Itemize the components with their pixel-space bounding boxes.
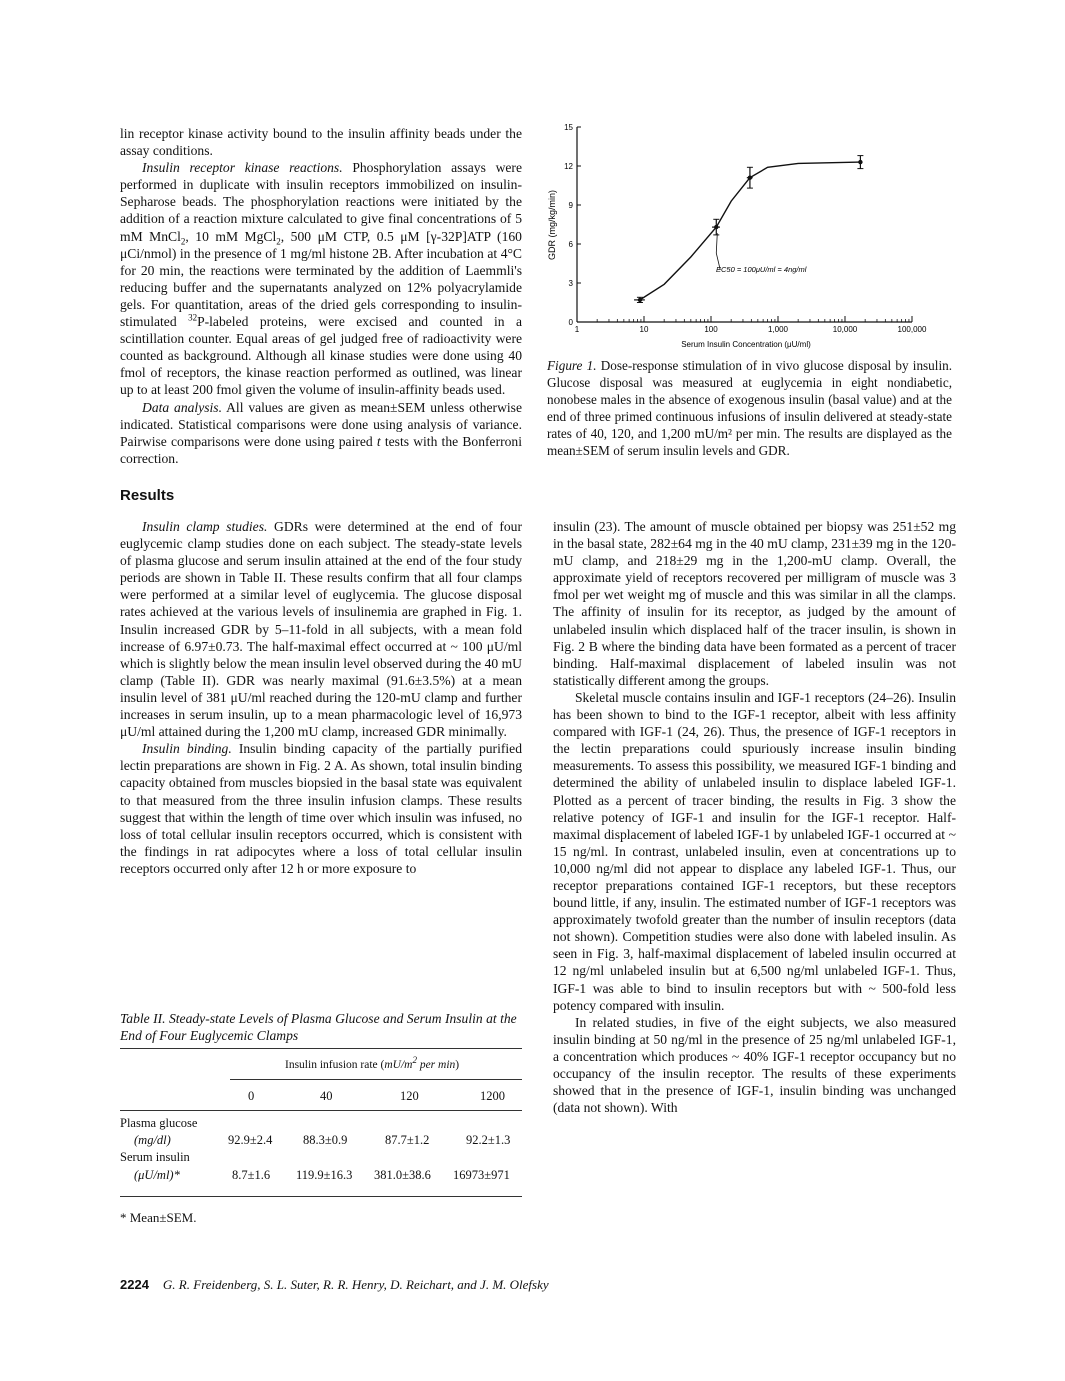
- x-tick-label: 1,000: [767, 325, 789, 334]
- y-tick-label: 15: [564, 123, 573, 132]
- y-tick-label: 0: [568, 318, 573, 327]
- paragraph-related-studies: In related studies, in five of the eight subjects, we also measured insulin binding at 50 ng/ml in the presence of 25 ng/ml unlabeled IGF-1, a concentration which produces ~ 40% IGF-1 receptor occupancy but no occupancy of the insulin receptor. The results of these experiments showed that in the presence of IGF-1, insulin binding was unchanged (data not shown). With: [553, 1014, 956, 1116]
- x-tick-label: 10,000: [832, 325, 858, 334]
- table-header-rule: [230, 1079, 522, 1080]
- table-col-40: 40: [320, 1089, 333, 1103]
- row-unit-serum-insulin: (μU/ml)*: [134, 1168, 180, 1182]
- table-col-1200: 1200: [480, 1089, 505, 1103]
- paragraph-igf1-receptors: Skeletal muscle contains insulin and IGF-1 receptors (24–26). Insulin has been shown to bind to the IGF-1 receptor, albeit with less affinity compared with IGF-1 (24, 26). Thus, the presence of IGF-1 receptors in the lectin preparations could spuriously increase insulin binding measurements. To assess this possibility, we measured IGF-1 binding and determined the ability of unlabeled insulin to displace labeled IGF-1. Plotted as a percent of tracer binding, the results in Fig. 3 show the relative potency of IGF-1 and insulin for the IGF-1 receptor. Half-maximal displacement of labeled IGF-1 by unlabeled IGF-1 occurred at ~ 15 ng/ml. In contrast, unlabeled insulin, even at concentrations up to 10,000 ng/ml did not appear to displace any labeled IGF-1. Thus, our receptor preparations contained IGF-1 receptors, but these receptors bound little, if any, insulin. The estimated number of IGF-1 receptors was approximately twofold greater than the number of insulin receptors (data not shown). Competition studies were also done with labeled insulin. As seen in Fig. 3, half-maximal displacement of labeled insulin occurred at 12 ng/ml unlabeled insulin but at 6,500 ng/ml unlabeled IGF-1. Thus, IGF-1 was able to bind to insulin receptors but with ~ 500-fold less potency compared with insulin.: [553, 689, 956, 1013]
- table-bottom-rule: [120, 1196, 522, 1197]
- table-col-0: 0: [248, 1089, 255, 1103]
- y-tick-label: 3: [568, 279, 573, 288]
- data-point: [714, 225, 718, 229]
- table-top-rule: [120, 1048, 522, 1049]
- paragraph-assay-conditions: lin receptor kinase activity bound to the insulin affinity beads under the assay conditions.: [120, 126, 522, 159]
- y-tick-label: 12: [564, 162, 573, 171]
- x-tick-label: 10: [639, 325, 649, 334]
- table-cell: 119.9±16.3: [296, 1168, 353, 1182]
- left-column-bottom: [120, 518, 522, 877]
- table-header-infusion-rate: Insulin infusion rate ($mU/m^2$ per min): [285, 1055, 460, 1071]
- table-cell: 8.7±1.6: [232, 1168, 271, 1182]
- page-footer: [120, 1277, 549, 1293]
- data-point: [638, 298, 642, 302]
- table-col-120: 120: [400, 1089, 419, 1103]
- paragraph-clamp-studies: Insulin clamp studies. GDRs were determined at the end of four euglycemic clamp studies done on each subject. The steady-state levels of plasma glucose and serum insulin attained at the end of the four study periods are shown in Table II. These results confirm that all four clamps were performed at a similar level of euglycemia. The glucose disposal rates achieved at the various levels of insulinemia are graphed in Fig. 1. Insulin increased GDR by 5–11-fold in all subjects, with a mean fold increase of 6.97±0.73. The half-maximal effect occurred at ~ 100 μU/ml which is slightly below the mean insulin level observed during the 40 mU clamp (Table II). GDR was nearly maximal (91.6±3.5%) at a mean insulin level of 381 μU/ml reached during the 120-mU clamp and further increases in serum insulin, up to a mean pharmacologic level of 16,973 μU/ml attained during the 1,200 mU clamp, increased GDR minimally.: [120, 519, 522, 740]
- table-cell: 88.3±0.9: [303, 1133, 348, 1147]
- row-label-serum-insulin: Serum insulin: [120, 1150, 190, 1164]
- x-tick-label: 100: [704, 325, 718, 334]
- right-column: [553, 518, 956, 1116]
- left-column-top: [120, 125, 522, 467]
- chart-y-axis-label: GDR (mg/kg/min): [547, 189, 557, 261]
- y-tick-label: 6: [568, 240, 573, 249]
- data-point: [748, 176, 752, 180]
- paragraph-kinase-reactions: Insulin receptor kinase reactions. Phosphorylation assays were performed in duplicate with insulin receptors immobilized on insulin-Sepharose beads. The phosphorylation reactions were initiated by the addition of a reaction mixture calculated to give final concentrations of 5 mM MnCl$_2$, 10 mM MgCl$_2$, 500 μM CTP, 0.5 μM [γ-32P]ATP (160 μCi/nmol) in the presence of 1 mg/ml histone 2B. After incubation at 4°C for 20 min, the reactions were terminated by the addition of Laemmli's reducing buffer and the supernatants analyzed on 12% polyacrylamide gels. For quantitation, areas of the dried gels corresponding to insulin-stimulated $^{32}$P-labeled proteins, were excised and counted in a scintillation counter. Equal areas of gel judged free of radioactivity were counted as background. Although all kinase studies were done using 40 fmol of receptors, the kinase reaction performed as outlined, was linear up to at least 200 fmol given the volume of insulin-affinity beads used.: [120, 160, 522, 398]
- chart-x-axis-label: Serum Insulin Concentration (μU/ml): [681, 340, 811, 349]
- paragraph-muscle-biopsy: insulin (23). The amount of muscle obtained per biopsy was 251±52 mg in the basal state, 282±64 mg in the 40 mU clamp, 231±39 mg in the 120-mU clamp, and 218±29 mg in the 1,200-mU clamp. Overall, the approximate yield of receptors recovered per milligram of muscle was 3 fmol per wet weight mg of muscle and this was similar in all the clamps. The affinity of insulin for its receptor, as judged by the amount of unlabeled insulin which displaced half of the tracer insulin, is shown in Fig. 2 B where the binding data have been formated as a percent of tracer binding. Half-maximal displacement of labeled insulin was not statistically different among the groups.: [553, 519, 956, 688]
- footer-authors: G. R. Freidenberg, S. L. Suter, R. R. Henry, D. Reichart, and J. M. Olefsky: [162, 1277, 549, 1292]
- y-tick-label: 9: [568, 201, 573, 210]
- x-tick-label: 1: [574, 325, 580, 334]
- figure-1-caption: Figure 1. Dose-response stimulation of in vivo glucose disposal by insulin. Glucose disposal was measured at euglycemia in eight nondiabetic, nonobese males in the absence of exogenous insulin (basal value) and at the end of three primed continuous infusions of insulin delivered at steady-state rates of 40, 120, and 1,200 mU/m² per min. The results are displayed as the mean±SEM of serum insulin levels and GDR.: [547, 358, 952, 458]
- data-point: [858, 160, 862, 164]
- table-cell: 381.0±38.6: [374, 1168, 431, 1182]
- section-heading-results: Results: [120, 487, 175, 504]
- table-title: Table II. Steady-state Levels of Plasma Glucose and Serum Insulin at the End of Four Euglycemic Clamps: [120, 1011, 517, 1043]
- table-cell: 87.7±1.2: [385, 1133, 430, 1147]
- chart-ec50-annotation: EC50 = 100μU/ml = 4ng/ml: [716, 265, 807, 274]
- table-cell: 92.2±1.3: [466, 1133, 511, 1147]
- paragraph-insulin-binding: Insulin binding. Insulin binding capacity of the partially purified lectin preparations are shown in Fig. 2 A. As shown, total insulin binding capacity obtained from muscles biopsied in the basal state was equivalent to that measured from the three insulin infusion clamps. These results suggest that within the length of time over which insulin was infused, no loss of total cellular insulin receptors occurred, which is consistent with the findings in rat adipocytes where a loss of total cellular insulin receptors occurred only after 12 h or more exposure to: [120, 741, 522, 876]
- table-cell: 16973±971: [453, 1168, 510, 1182]
- table-footnote: * Mean±SEM.: [120, 1210, 197, 1225]
- chart-axes: [564, 123, 927, 334]
- page-number: 2224: [120, 1277, 149, 1292]
- x-tick-label: 100,000: [897, 325, 927, 334]
- row-unit-plasma-glucose: (mg/dl): [134, 1133, 171, 1147]
- paragraph-data-analysis: Data analysis. All values are given as mean±SEM unless otherwise indicated. Statistical comparisons were done using analysis of variance. Pairwise comparisons were done using paired t tests with the Bonferroni correction.: [120, 399, 522, 466]
- table-cell: 92.9±2.4: [228, 1133, 273, 1147]
- row-label-plasma-glucose: Plasma glucose: [120, 1116, 198, 1130]
- figure-1-chart: [540, 115, 960, 355]
- table-mid-rule: [120, 1110, 522, 1111]
